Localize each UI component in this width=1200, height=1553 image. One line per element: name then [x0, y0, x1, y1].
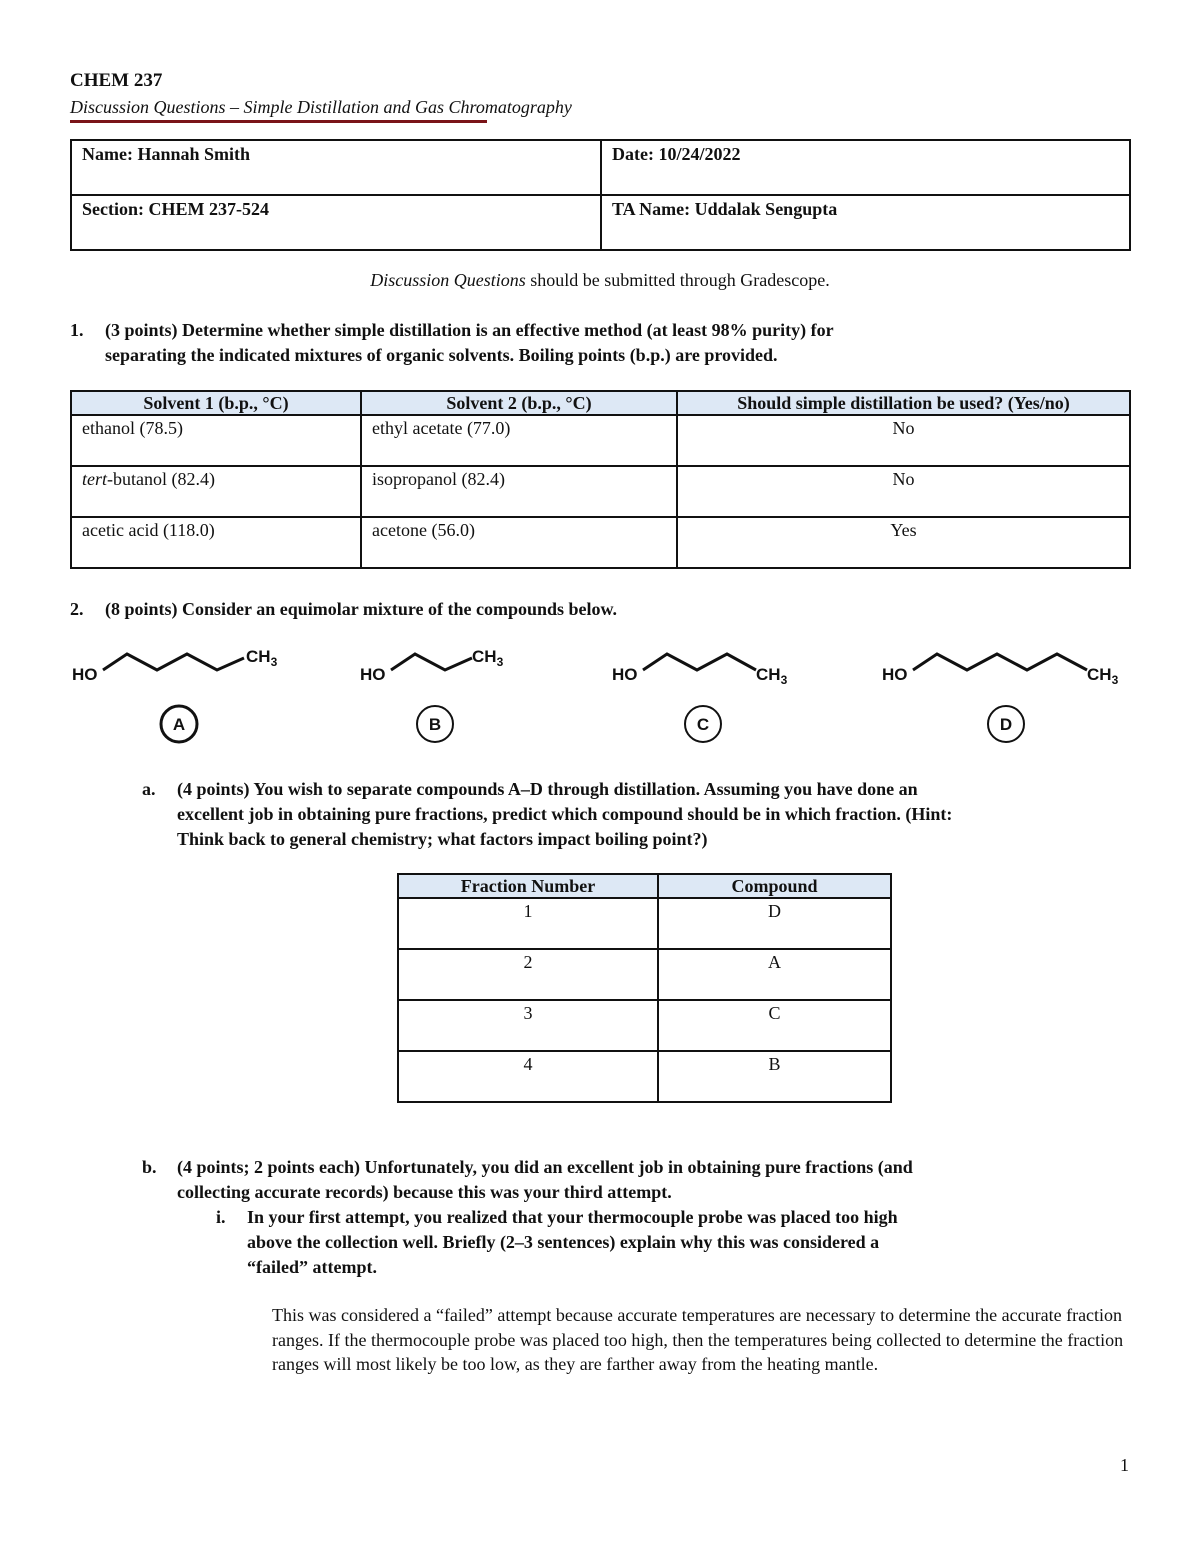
submission-note [0, 270, 1200, 291]
compound-c-structure [612, 640, 812, 750]
question-1-line2: separating the indicated mixtures of organic solvents. Boiling points (b.p.) are provided. [105, 345, 778, 365]
compound-a-skeletal-icon [70, 640, 300, 750]
compound-cell: D [658, 898, 891, 949]
question-2b-i-line3: “failed” attempt. [247, 1257, 377, 1277]
compound-a-structure [70, 640, 300, 750]
svg-text:C: C [696, 715, 710, 734]
table-row [398, 1000, 891, 1051]
question-2a-line1: (4 points) You wish to separate compounds A–D through distillation. Assuming you have done an [177, 779, 918, 799]
svg-text:D: D [999, 715, 1013, 734]
solvent-1-name: -butanol (82.4) [107, 469, 215, 489]
solvent-table-header-1: Solvent 1 (b.p., °C) [71, 391, 361, 415]
question-1-line1: (3 points) Determine whether simple distillation is an effective method (at least 98% purity) for [105, 320, 834, 340]
solvent-1-prefix: tert [82, 469, 107, 489]
course-title: CHEM 237 [70, 70, 163, 91]
table-row [398, 949, 891, 1000]
question-2b-i-line2: above the collection well. Briefly (2–3 sentences) explain why this was considered a [247, 1232, 880, 1252]
svg-text:HO: HO [882, 665, 908, 684]
table-row [71, 415, 1130, 466]
fraction-number-cell: 4 [398, 1051, 658, 1102]
svg-text:CH3: $CH_3$ [756, 665, 788, 687]
fraction-table-header-1: Fraction Number [398, 874, 658, 898]
svg-text:HO: HO [72, 665, 98, 684]
question-2b-i-line1: In your first attempt, you realized that your thermocouple probe was placed too high [247, 1207, 898, 1227]
compound-cell: C [658, 1000, 891, 1051]
question-2b-line2: collecting accurate records) because this was your third attempt. [177, 1182, 672, 1202]
fraction-number-cell: 1 [398, 898, 658, 949]
svg-text:CH3: $CH_3$ [472, 647, 504, 669]
compound-c-skeletal-icon [612, 640, 812, 750]
table-row [398, 1051, 891, 1102]
svg-text:B: B [428, 715, 442, 734]
compound-cell: A [658, 949, 891, 1000]
fraction-number-cell: 3 [398, 1000, 658, 1051]
question-2-number: 2. [70, 599, 84, 619]
fraction-table-header-2: Compound [658, 874, 891, 898]
fraction-number-cell: 2 [398, 949, 658, 1000]
solvent-1-cell: ethanol (78.5) [71, 415, 361, 466]
question-2b-letter: b. [142, 1157, 157, 1177]
solvent-1-cell: acetic acid (118.0) [71, 517, 361, 568]
compound-d-skeletal-icon [882, 640, 1142, 750]
page-number: 1 [1120, 1455, 1129, 1475]
document-subtitle: Discussion Questions – Simple Distillation and Gas Chromatography [70, 97, 572, 117]
compound-b-skeletal-icon [358, 640, 528, 750]
distillation-answer-cell: No [677, 466, 1130, 517]
solvent-2-cell: ethyl acetate (77.0) [361, 415, 677, 466]
student-info-table [70, 139, 1131, 251]
svg-text:HO: HO [360, 665, 386, 684]
compound-d-structure [882, 640, 1142, 750]
subtitle-underline [70, 120, 487, 123]
question-2b-i-numeral: i. [216, 1207, 226, 1227]
question-2-text: (8 points) Consider an equimolar mixture of the compounds below. [105, 599, 618, 619]
table-row [71, 517, 1130, 568]
distillation-answer-cell: No [677, 415, 1130, 466]
question-2b-line1: (4 points; 2 points each) Unfortunately, you did an excellent job in obtaining pure fractions (and [177, 1157, 913, 1177]
svg-text:HO: HO [612, 665, 638, 684]
table-row [398, 898, 891, 949]
solvent-table-header-3: Should simple distillation be used? (Yes/no) [677, 391, 1130, 415]
submission-note-rest: should be submitted through Gradescope. [525, 270, 830, 290]
student-name-field: Name: Hannah Smith [71, 140, 601, 195]
answer-2b-i: This was considered a “failed” attempt because accurate temperatures are necessary to determine the accurate fraction ranges. If the thermocouple probe was placed too high, then the temperatures being collected to determine the fraction ranges will most likely be too low, as they are farther away from the heating mantle. [272, 1305, 1124, 1374]
ta-name-field: TA Name: Uddalak Sengupta [601, 195, 1130, 250]
question-2a-line2: excellent job in obtaining pure fractions, predict which compound should be in which fraction. (Hint: [177, 804, 953, 824]
solvent-2-cell: acetone (56.0) [361, 517, 677, 568]
svg-text:CH3: $CH_3$ [1087, 665, 1119, 687]
date-field: Date: 10/24/2022 [601, 140, 1130, 195]
compound-b-structure [358, 640, 528, 750]
question-1-number: 1. [70, 320, 84, 340]
question-2a-line3: Think back to general chemistry; what factors impact boiling point?) [177, 829, 708, 849]
solvent-2-cell: isopropanol (82.4) [361, 466, 677, 517]
question-2a-letter: a. [142, 779, 156, 799]
solvent-table-header-2: Solvent 2 (b.p., °C) [361, 391, 677, 415]
table-row [71, 466, 1130, 517]
solvent-1-cell [71, 466, 361, 517]
submission-note-italic: Discussion Questions [370, 270, 526, 290]
section-field: Section: CHEM 237-524 [71, 195, 601, 250]
compound-cell: B [658, 1051, 891, 1102]
solvent-table [70, 390, 1131, 569]
svg-text:CH3: $CH_3$ [246, 647, 278, 669]
svg-text:A: A [172, 715, 186, 734]
distillation-answer-cell: Yes [677, 517, 1130, 568]
fraction-table [397, 873, 892, 1103]
